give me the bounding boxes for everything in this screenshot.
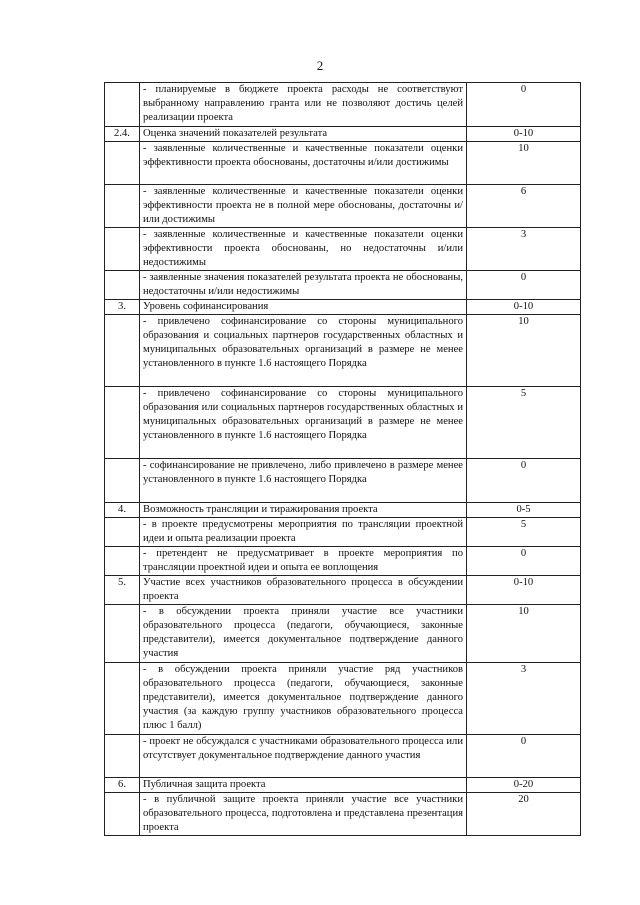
criterion-text: Уровень софинансирования [143,301,269,312]
score-value-cell [467,142,581,185]
criterion-text-cell [140,518,467,547]
criterion-text-cell [140,127,467,142]
score-value: 0-10 [513,577,534,588]
row-number-cell [105,142,140,185]
criterion-text: - привлечено софинансирование со стороны муниципального образования и социальных партнеров государственных областных и муниципальных образовательных организаций в размере не менее установленного в пункте 1.6 настоящего Порядка [143,316,463,369]
score-value: 0-5 [516,504,531,515]
row-number: 4. [118,504,126,515]
criterion-text: Возможность трансляции и тиражирования проекта [143,504,378,515]
row-number-cell [105,459,140,503]
row-number-cell [105,576,140,605]
criterion-text-cell [140,663,467,735]
criterion-text: - планируемые в бюджете проекта расходы не соответствуют выбранному направлению гранта или не позволяют достичь целей реализации проекта [143,84,463,123]
row-number: 5. [118,577,126,588]
row-number-cell [105,518,140,547]
row-number-cell [105,735,140,778]
score-value-cell [467,300,581,315]
row-number-cell [105,778,140,793]
score-value: 20 [518,794,529,805]
criterion-text: Оценка значений показателей результата [143,128,328,139]
page-number: 2 [316,58,324,73]
criterion-text-cell [140,300,467,315]
criterion-text-cell [140,735,467,778]
table-row [105,387,581,459]
score-value: 0-10 [513,128,534,139]
table-row [105,271,581,300]
table-row [105,142,581,185]
criterion-text-cell [140,576,467,605]
row-number-cell [105,83,140,127]
criterion-text: - в проекте предусмотрены мероприятия по трансляции проектной идеи и опыта реализации проекта [143,519,463,544]
score-value: 0 [520,460,527,471]
criterion-text: - претендент не предусматривает в проекте мероприятия по трансляции проектной идеи и опыта ее воплощения [143,548,463,573]
score-value: 3 [520,664,527,675]
score-value-cell [467,271,581,300]
score-value-cell [467,605,581,663]
score-value: 0 [520,736,527,747]
criterion-text-cell [140,778,467,793]
score-value: 0 [520,84,527,95]
criterion-text: Публичная защита проекта [143,779,266,790]
row-number: 3. [118,301,126,312]
criterion-text: - привлечено софинансирование со стороны муниципального образования или социальных партнеров государственных областных и муниципальных образовательных организаций в размере не менее установленного в пункте 1.6 настоящего Порядка [143,388,463,441]
row-number-cell [105,300,140,315]
table-row [105,778,581,793]
criterion-text-cell [140,547,467,576]
row-number-cell [105,605,140,663]
table-row [105,503,581,518]
score-value-cell [467,459,581,503]
row-number-cell [105,547,140,576]
table-row [105,315,581,387]
score-value-cell [467,185,581,228]
criterion-text-cell [140,503,467,518]
criterion-text: - заявленные значения показателей результата проекта не обоснованы, недостаточны и/или недостижимы [143,272,463,297]
criteria-table [104,82,581,836]
table-row [105,793,581,836]
criterion-text: - заявленные количественные и качественные показатели оценки эффективности проекта обоснованы, достаточны и/или достижимы [143,143,463,168]
row-number: 6. [118,779,126,790]
table-row [105,663,581,735]
score-value: 5 [520,388,527,399]
score-value-cell [467,576,581,605]
score-value: 0 [520,272,527,283]
score-value-cell [467,547,581,576]
row-number-cell [105,503,140,518]
criterion-text: - в публичной защите проекта приняли участие все участники образовательного процесса, подготовлена и представлена презентация проекта [143,794,463,833]
table-row [105,300,581,315]
score-value-cell [467,387,581,459]
score-value-cell [467,793,581,836]
score-value: 10 [518,606,529,617]
table-row [105,228,581,271]
row-number-cell [105,663,140,735]
table-row [105,459,581,503]
table-row [105,605,581,663]
criterion-text-cell [140,228,467,271]
criterion-text: - заявленные количественные и качественные показатели оценки эффективности проекта не в полной мере обоснованы, достаточны и/или достижимы [143,186,463,225]
criterion-text: Участие всех участников образовательного процесса в обсуждении проекта [143,577,463,602]
criterion-text-cell [140,387,467,459]
score-value: 3 [520,229,527,240]
criterion-text: - софинансирование не привлечено, либо привлечено в размере менее установленного в пункте 1.6 настоящего Порядка [143,460,463,485]
row-number-cell [105,127,140,142]
criterion-text-cell [140,315,467,387]
score-value: 6 [520,186,527,197]
table-row [105,518,581,547]
criterion-text-cell [140,459,467,503]
score-value-cell [467,83,581,127]
table-row [105,576,581,605]
criterion-text-cell [140,271,467,300]
score-value-cell [467,518,581,547]
row-number-cell [105,185,140,228]
score-value: 0 [520,548,527,559]
row-number-cell [105,315,140,387]
criterion-text-cell [140,605,467,663]
score-value-cell [467,127,581,142]
table-row [105,547,581,576]
table-row [105,127,581,142]
criteria-table-body [105,83,581,836]
row-number-cell [105,271,140,300]
score-value-cell [467,503,581,518]
score-value-cell [467,228,581,271]
criterion-text-cell [140,83,467,127]
criterion-text-cell [140,185,467,228]
criterion-text-cell [140,793,467,836]
score-value-cell [467,735,581,778]
criterion-text-cell [140,142,467,185]
criterion-text: - заявленные количественные и качественные показатели оценки эффективности проекта обоснованы, но недостаточны и/или недостижимы [143,229,463,268]
score-value: 0-10 [513,301,534,312]
row-number-cell [105,793,140,836]
table-row [105,735,581,778]
table-row [105,83,581,127]
row-number-cell [105,387,140,459]
criterion-text: - проект не обсуждался с участниками образовательного процесса или отсутствует документальное подтверждение данного участия [143,736,463,761]
score-value: 0-20 [513,779,534,790]
criterion-text: - в обсуждении проекта приняли участие все участники образовательного процесса (педагоги, обучающиеся, законные представители), имеется документальное подтверждение данного участия [143,606,463,659]
score-value: 10 [518,143,529,154]
score-value: 10 [518,316,529,327]
score-value-cell [467,663,581,735]
row-number-cell [105,228,140,271]
score-value: 5 [520,519,527,530]
score-value-cell [467,778,581,793]
criterion-text: - в обсуждении проекта приняли участие ряд участников образовательного процесса (педагоги, обучающиеся, законные представители), имеется документальное подтверждение данного участия (за каждую группу участников образовательного процесса плюс 1 балл) [143,664,463,731]
row-number: 2.4. [114,128,130,139]
score-value-cell [467,315,581,387]
table-row [105,185,581,228]
